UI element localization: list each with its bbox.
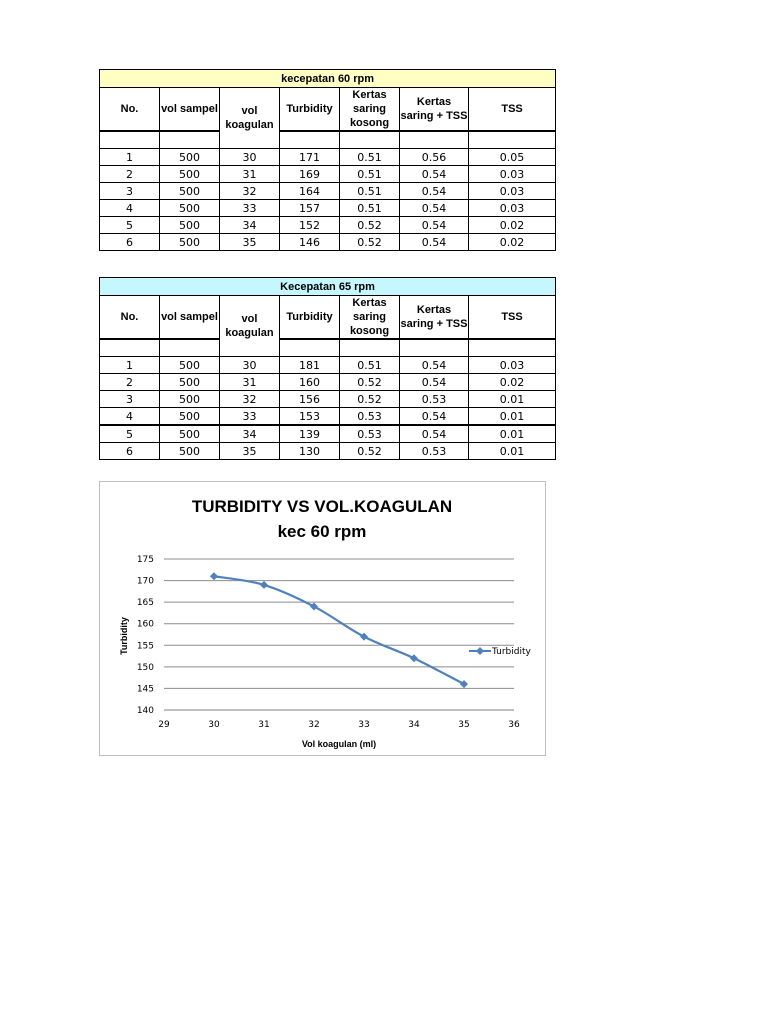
- cell-kertas-saring-tss: 0.54: [400, 217, 469, 234]
- cell-vol-sampel: 500: [160, 357, 220, 374]
- col-header-kertas-saring-kosong: Kertas saring kosong: [340, 88, 400, 132]
- y-tick-label: 155: [136, 641, 154, 652]
- x-tick-label: 36: [508, 720, 520, 730]
- col-header-tss: TSS: [469, 296, 556, 340]
- cell-no: 2: [100, 374, 160, 391]
- col-header-turbidity: Turbidity: [280, 88, 340, 132]
- cell-no: 6: [100, 234, 160, 251]
- cell-vol-sampel: 500: [160, 374, 220, 391]
- cell-kertas-saring-tss: 0.54: [400, 200, 469, 217]
- cell-tss: 0.02: [469, 217, 556, 234]
- data-point: [360, 633, 368, 641]
- col-header-kertas-saring-kosong: Kertas saring kosong: [340, 296, 400, 340]
- cell-turbidity: 169: [280, 166, 340, 183]
- chart-subtitle: kec 60 rpm: [277, 522, 367, 541]
- x-tick-label: 32: [308, 720, 320, 730]
- table-row: [100, 183, 556, 200]
- col-header-turbidity: Turbidity: [280, 296, 340, 340]
- cell-no: 6: [100, 443, 160, 460]
- cell-kertas-saring-tss: 0.53: [400, 391, 469, 408]
- cell-turbidity: 153: [280, 408, 340, 426]
- cell-kertas-saring-kosong: 0.52: [340, 391, 400, 408]
- legend: [469, 647, 531, 657]
- spacer-row: [100, 339, 556, 357]
- cell-no: 3: [100, 183, 160, 200]
- cell-vol-sampel: 500: [160, 183, 220, 200]
- cell-tss: 0.01: [469, 443, 556, 460]
- col-header-tss: TSS: [469, 88, 556, 132]
- table-row: [100, 443, 556, 460]
- cell-turbidity: 156: [280, 391, 340, 408]
- table-row: [100, 408, 556, 426]
- cell-vol-sampel: 500: [160, 217, 220, 234]
- y-tick-label: 160: [136, 619, 154, 630]
- col-header-kertas-saring-tss: Kertas saring + TSS: [400, 88, 469, 132]
- cell-kertas-saring-kosong: 0.52: [340, 217, 400, 234]
- col-header-kertas-saring-tss: Kertas saring + TSS: [400, 296, 469, 340]
- cell-vol-koagulan: 35: [220, 443, 280, 460]
- cell-vol-sampel: 500: [160, 149, 220, 166]
- x-tick-label: 29: [158, 720, 170, 730]
- cell-vol-koagulan: 34: [220, 425, 280, 443]
- cell-kertas-saring-tss: 0.54: [400, 408, 469, 426]
- table-row: [100, 149, 556, 166]
- cell-kertas-saring-kosong: 0.51: [340, 200, 400, 217]
- cell-tss: 0.03: [469, 357, 556, 374]
- cell-tss: 0.01: [469, 408, 556, 426]
- legend-label: Turbidity: [492, 647, 531, 657]
- cell-vol-sampel: 500: [160, 391, 220, 408]
- col-header-no: No.: [100, 296, 160, 340]
- cell-kertas-saring-tss: 0.54: [400, 374, 469, 391]
- cell-tss: 0.03: [469, 200, 556, 217]
- series-line: [214, 576, 464, 684]
- data-point: [460, 680, 468, 688]
- cell-kertas-saring-kosong: 0.52: [340, 234, 400, 251]
- cell-vol-sampel: 500: [160, 234, 220, 251]
- cell-turbidity: 171: [280, 149, 340, 166]
- cell-kertas-saring-kosong: 0.51: [340, 166, 400, 183]
- y-tick-label: 145: [136, 684, 154, 695]
- cell-vol-koagulan: 30: [220, 149, 280, 166]
- y-tick-labels: [137, 555, 154, 716]
- cell-vol-sampel: 500: [160, 166, 220, 183]
- cell-no: 1: [100, 357, 160, 374]
- cell-tss: 0.01: [469, 425, 556, 443]
- cell-vol-koagulan: 33: [220, 200, 280, 217]
- cell-kertas-saring-kosong: 0.51: [340, 357, 400, 374]
- table-row: [100, 217, 556, 234]
- x-tick-label: 31: [258, 720, 270, 730]
- cell-kertas-saring-kosong: 0.52: [340, 443, 400, 460]
- cell-no: 5: [100, 425, 160, 443]
- cell-kertas-saring-tss: 0.54: [400, 357, 469, 374]
- cell-vol-koagulan: 32: [220, 183, 280, 200]
- grid-lines: [164, 559, 514, 710]
- cell-vol-sampel: 500: [160, 425, 220, 443]
- cell-tss: 0.02: [469, 234, 556, 251]
- cell-turbidity: 146: [280, 234, 340, 251]
- cell-vol-koagulan: 31: [220, 374, 280, 391]
- cell-tss: 0.02: [469, 374, 556, 391]
- x-tick-label: 30: [208, 720, 220, 730]
- x-tick-label: 33: [358, 720, 370, 730]
- cell-tss: 0.03: [469, 166, 556, 183]
- cell-vol-sampel: 500: [160, 200, 220, 217]
- x-tick-labels: [158, 720, 520, 730]
- table-title: kecepatan 60 rpm: [100, 70, 556, 88]
- cell-vol-koagulan: 35: [220, 234, 280, 251]
- cell-turbidity: 157: [280, 200, 340, 217]
- cell-tss: 0.03: [469, 183, 556, 200]
- cell-tss: 0.05: [469, 149, 556, 166]
- table-title: Kecepatan 65 rpm: [100, 278, 556, 296]
- y-axis-label: Turbidity: [119, 617, 129, 655]
- y-tick-label: 165: [136, 598, 154, 609]
- chart-canvas: [100, 482, 545, 755]
- cell-kertas-saring-kosong: 0.51: [340, 149, 400, 166]
- y-tick-label: 140: [136, 706, 154, 716]
- x-axis-label: Vol koagulan (ml): [301, 739, 377, 749]
- table-row: [100, 234, 556, 251]
- cell-vol-koagulan: 30: [220, 357, 280, 374]
- cell-no: 4: [100, 200, 160, 217]
- data-point: [260, 581, 268, 589]
- cell-kertas-saring-tss: 0.53: [400, 443, 469, 460]
- cell-turbidity: 164: [280, 183, 340, 200]
- cell-kertas-saring-tss: 0.56: [400, 149, 469, 166]
- cell-kertas-saring-kosong: 0.53: [340, 425, 400, 443]
- cell-turbidity: 160: [280, 374, 340, 391]
- cell-kertas-saring-tss: 0.54: [400, 183, 469, 200]
- cell-vol-koagulan: 32: [220, 391, 280, 408]
- turbidity-chart: [99, 481, 546, 756]
- series-turbidity: [210, 572, 468, 688]
- cell-vol-sampel: 500: [160, 408, 220, 426]
- cell-vol-koagulan: 34: [220, 217, 280, 234]
- y-tick-label: 175: [136, 555, 154, 565]
- cell-turbidity: 130: [280, 443, 340, 460]
- data-point: [310, 602, 318, 610]
- cell-turbidity: 181: [280, 357, 340, 374]
- table-row: [100, 374, 556, 391]
- cell-no: 1: [100, 149, 160, 166]
- cell-kertas-saring-tss: 0.54: [400, 425, 469, 443]
- table-65-rpm: [99, 277, 556, 460]
- cell-vol-sampel: 500: [160, 443, 220, 460]
- x-tick-label: 35: [458, 720, 470, 730]
- legend-marker: [476, 647, 484, 655]
- table-row: [100, 391, 556, 408]
- cell-kertas-saring-tss: 0.54: [400, 166, 469, 183]
- table-row: [100, 357, 556, 374]
- cell-no: 3: [100, 391, 160, 408]
- cell-kertas-saring-kosong: 0.51: [340, 183, 400, 200]
- table-60-rpm: [99, 69, 556, 251]
- col-header-no: No.: [100, 88, 160, 132]
- cell-turbidity: 139: [280, 425, 340, 443]
- cell-kertas-saring-kosong: 0.52: [340, 374, 400, 391]
- y-tick-label: 170: [136, 576, 154, 587]
- cell-vol-koagulan: 31: [220, 166, 280, 183]
- chart-title: TURBIDITY VS VOL.KOAGULAN: [191, 497, 453, 516]
- cell-turbidity: 152: [280, 217, 340, 234]
- spacer-row: [100, 131, 556, 149]
- y-tick-label: 150: [136, 662, 154, 673]
- data-point: [410, 654, 418, 662]
- col-header-vol-koagulan: vol koagulan: [220, 296, 280, 357]
- data-point: [210, 572, 218, 580]
- col-header-vol-sampel: vol sampel: [160, 296, 220, 340]
- table-row: [100, 425, 556, 443]
- table-row: [100, 166, 556, 183]
- cell-no: 4: [100, 408, 160, 426]
- x-tick-label: 34: [408, 720, 420, 730]
- col-header-vol-sampel: vol sampel: [160, 88, 220, 132]
- cell-tss: 0.01: [469, 391, 556, 408]
- cell-no: 5: [100, 217, 160, 234]
- cell-vol-koagulan: 33: [220, 408, 280, 426]
- cell-kertas-saring-tss: 0.54: [400, 234, 469, 251]
- cell-kertas-saring-kosong: 0.53: [340, 408, 400, 426]
- col-header-vol-koagulan: vol koagulan: [220, 88, 280, 149]
- cell-no: 2: [100, 166, 160, 183]
- table-row: [100, 200, 556, 217]
